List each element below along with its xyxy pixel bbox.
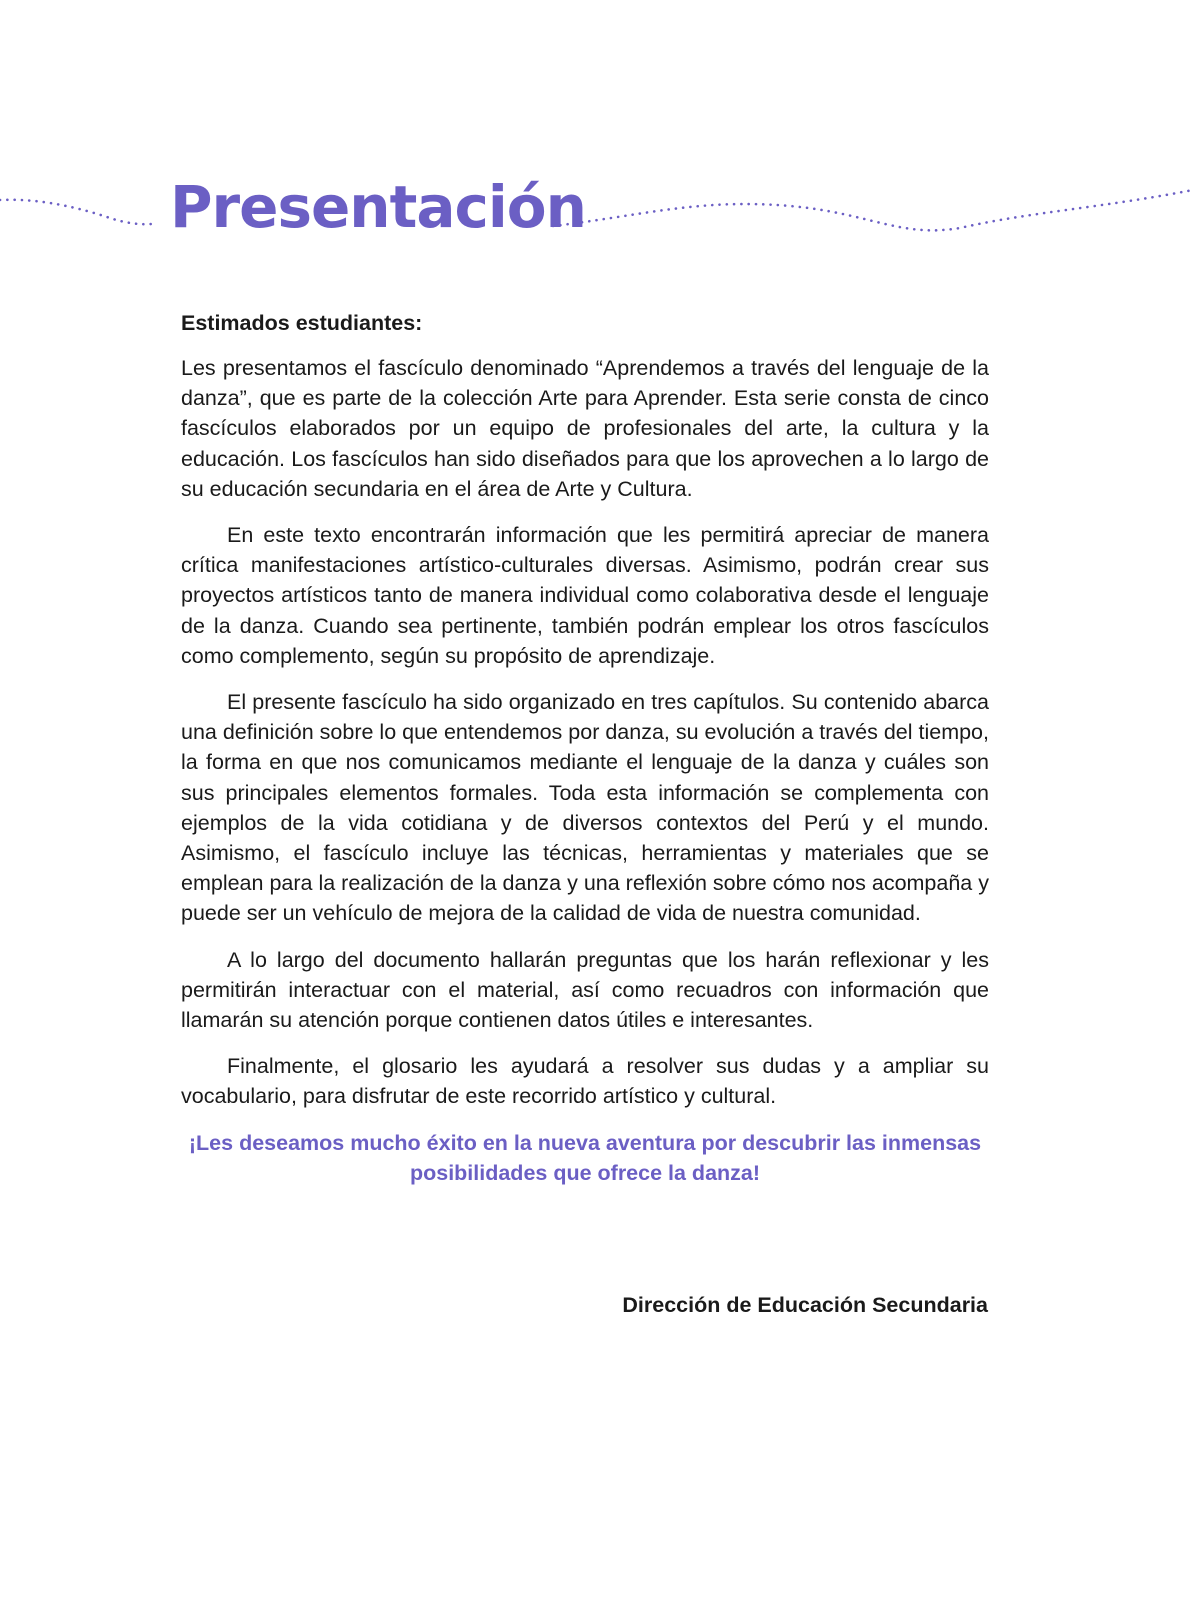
signature: Dirección de Educación Secundaria: [622, 1293, 988, 1317]
closing-message: ¡Les deseamos mucho éxito en la nueva aventura por descubrir las inmensas posibilidades que ofrece la danza!: [188, 1130, 982, 1185]
paragraph-organization: El presente fascículo ha sido organizado en tres capítulos. Su contenido abarca una definición sobre lo que entendemos por danza, su evolución a través del tiempo, la forma en que nos comunicamos mediante el lenguaje de la danza y cuáles son sus principales elementos formales. Toda esta información se complementa con ejemplos de la vida cotidiana y de diversos contextos del Perú y el mundo. Asimismo, el fascículo incluye las técnicas, herramientas y materiales que se emplean para la realización de la danza y una reflexión sobre cómo nos acompaña y puede ser un vehículo de mejora de la calidad de vida de nuestra comunidad.: [181, 690, 989, 926]
paragraph-questions: A lo largo del documento hallarán preguntas que los harán reflexionar y les permitirán interactuar con el material, así como recuadros con información que llamarán su atención porque contienen datos útiles e interesantes.: [181, 947, 989, 1033]
dotted-wave-left: [0, 200, 152, 225]
greeting: Estimados estudiantes:: [181, 311, 423, 335]
paragraph-glossary: Finalmente, el glosario les ayudará a resolver sus dudas y a ampliar su vocabulario, para disfrutar de este recorrido artístico y cultural.: [181, 1054, 989, 1109]
paragraph-content: En este texto encontrarán información que les permitirá apreciar de manera crítica manifestaciones artístico-culturales diversas. Asimismo, podrán crear sus proyectos artísticos tanto de manera individual como colaborativa desde el lenguaje de la danza. Cuando sea pertinente, también podrán emplear los otros fascículos como complemento, según su propósito de aprendizaje.: [181, 523, 989, 668]
dotted-wave-right: [553, 190, 1193, 230]
paragraph-intro: Les presentamos el fascículo denominado “Aprendemos a través del lenguaje de la danza”, que es parte de la colección Arte para Aprender. Esta serie consta de cinco fascículos elaborados por un equipo de profesionales del arte, la cultura y la educación. Los fascículos han sido diseñados para que los aprovechen a lo largo de su educación secundaria en el área de Arte y Cultura.: [181, 356, 989, 501]
page-title: Presentación: [170, 173, 586, 241]
document-body: [181, 308, 989, 1188]
